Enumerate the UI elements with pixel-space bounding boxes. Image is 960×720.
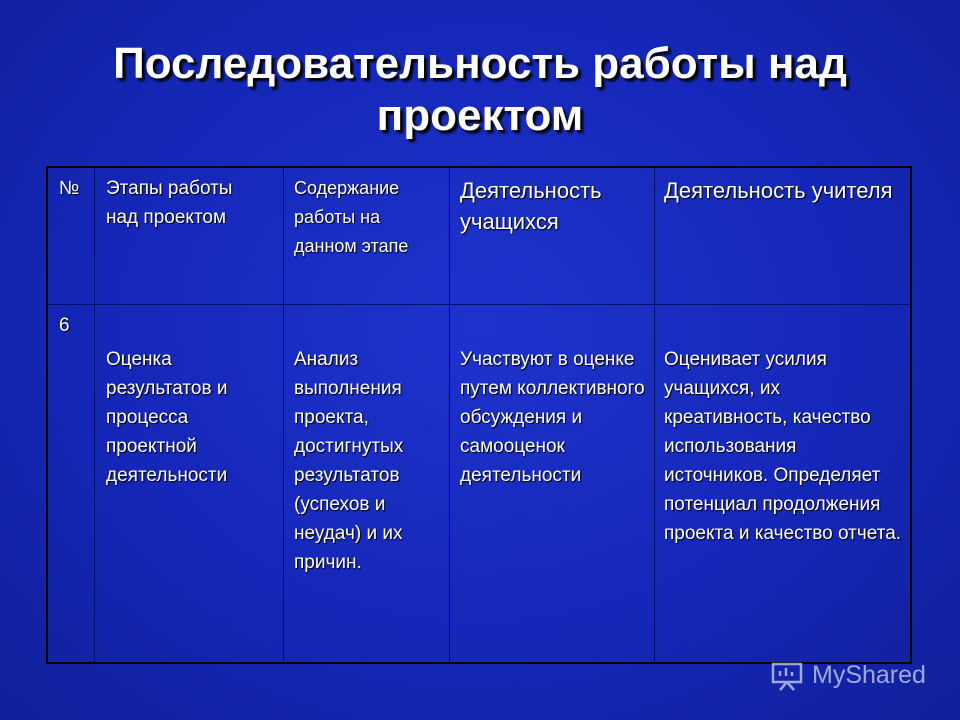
slide-title: Последовательность работы над проектом [113, 39, 847, 140]
watermark-text: MyShared [812, 660, 926, 689]
header-stages-line2: над проектом [106, 207, 227, 228]
watermark [770, 657, 926, 693]
row-student-activity: Участвуют в оценке путем коллективного обсуждения и самооценок деятельности [460, 349, 645, 486]
header-number: № [59, 178, 80, 199]
header-student-activity: Деятельность учащихся [460, 178, 602, 234]
column-divider [94, 168, 95, 662]
header-content: Содержание работы на данном этапе [294, 178, 409, 256]
row-number: 6 [59, 315, 70, 336]
column-divider [283, 168, 284, 662]
header-teacher-activity: Деятельность учителя [664, 178, 893, 203]
row-content: Анализ выполнения проекта, достигнутых результатов (успехов и неудач) и их причин. [294, 349, 404, 573]
header-stages-line1: Этапы работы [106, 178, 233, 199]
presentation-board-icon [770, 658, 804, 692]
header-stages [106, 174, 282, 232]
column-divider [449, 168, 450, 662]
row-divider [48, 304, 910, 305]
row-stage: Оценка результатов и процесса проектной деятельности [106, 349, 228, 486]
project-stages-table [46, 166, 912, 664]
row-teacher-activity: Оценивает усилия учащихся, их креативность, качество использования источников. Определяет потенциал продолжения проекта и качество отчета. [664, 349, 902, 544]
column-divider [654, 168, 655, 662]
